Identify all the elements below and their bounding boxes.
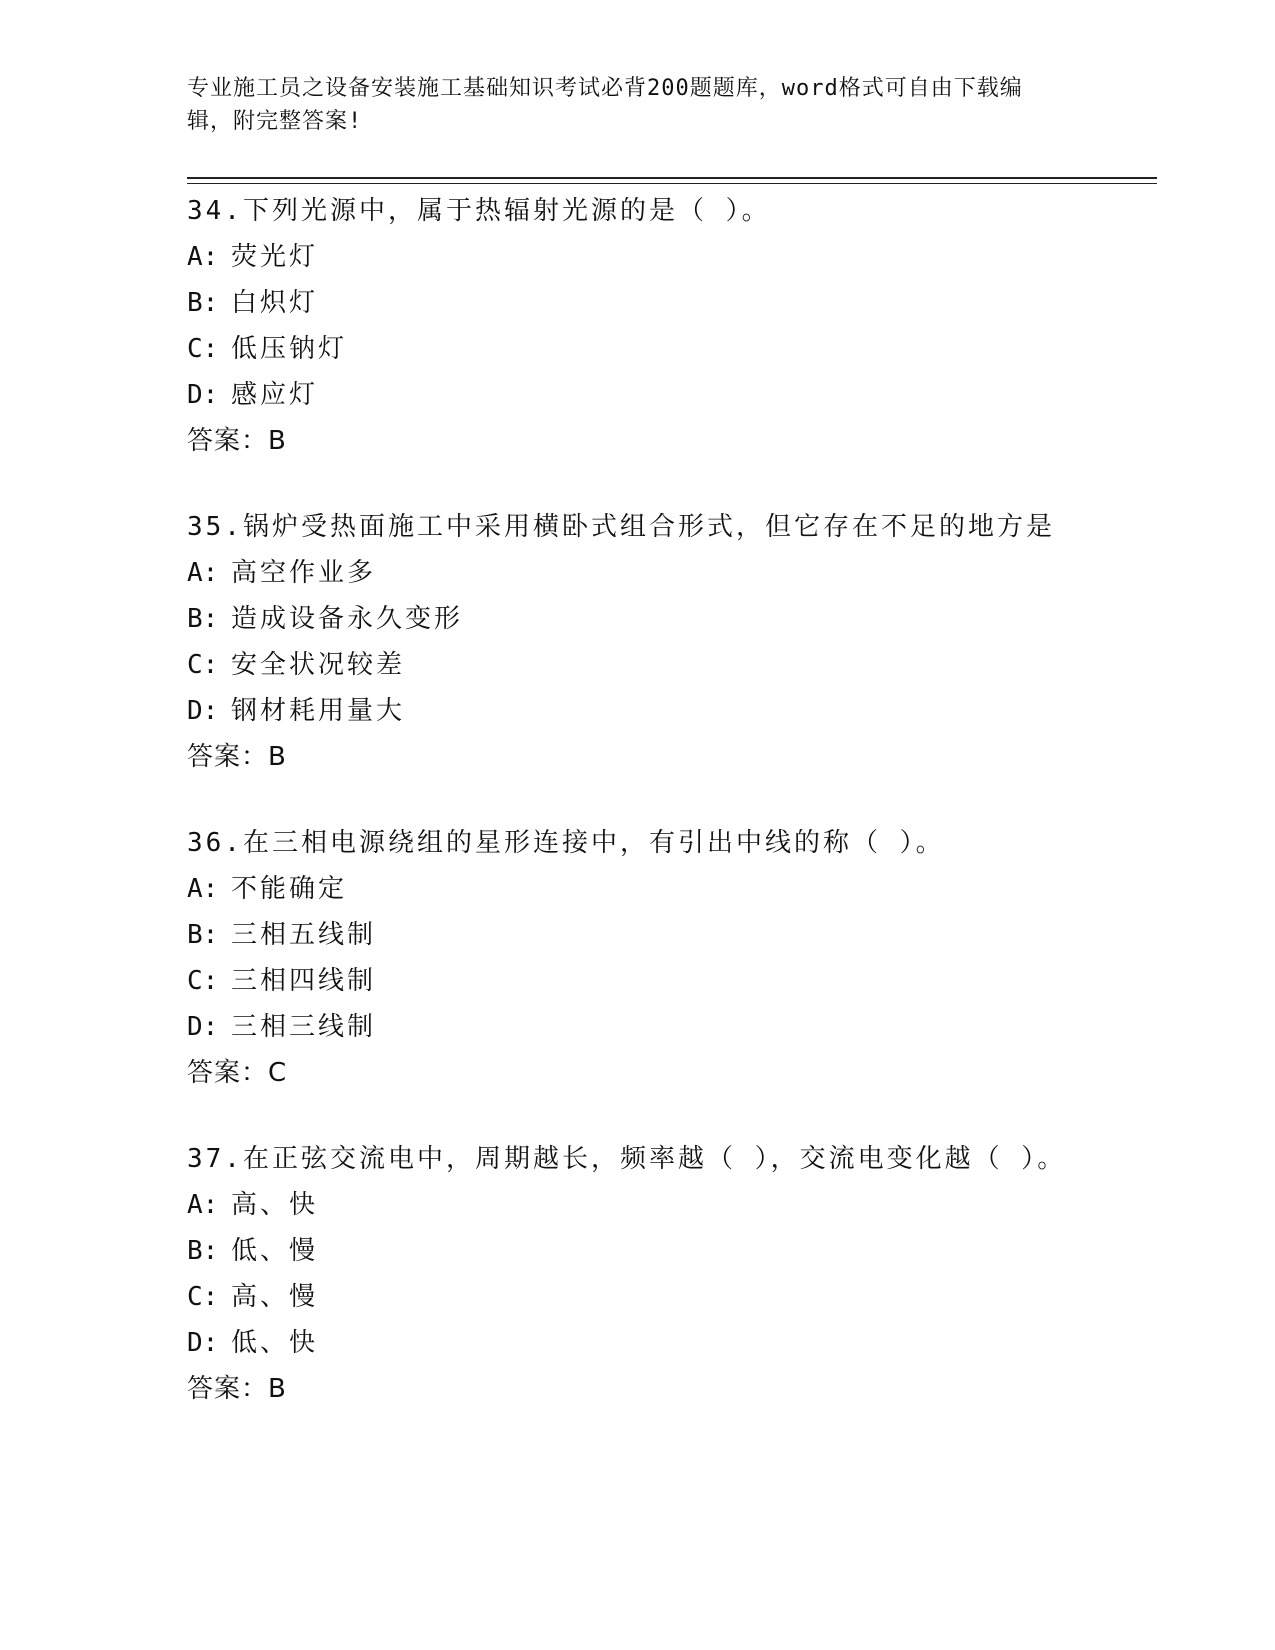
option-text: 低压钠灯 xyxy=(231,334,348,364)
option-text: 低、慢 xyxy=(231,1236,319,1266)
option-a xyxy=(187,550,1137,596)
option-letter: D: xyxy=(187,696,219,726)
question-35 xyxy=(187,504,1137,780)
option-a xyxy=(187,866,1137,912)
option-text: 高空作业多 xyxy=(231,558,377,588)
option-letter: D: xyxy=(187,380,219,410)
option-d xyxy=(187,372,1137,418)
option-text: 低、快 xyxy=(231,1328,319,1358)
option-letter: B: xyxy=(187,288,219,318)
answer: 答案：C xyxy=(187,1058,288,1088)
option-a xyxy=(187,1182,1137,1228)
answer: 答案：B xyxy=(187,426,287,456)
option-b xyxy=(187,596,1137,642)
option-b xyxy=(187,1228,1137,1274)
option-letter: D: xyxy=(187,1328,219,1358)
option-letter: A: xyxy=(187,242,219,272)
option-letter: C: xyxy=(187,1282,219,1312)
question-34 xyxy=(187,188,1137,464)
option-letter: D: xyxy=(187,1012,219,1042)
option-text: 感应灯 xyxy=(231,380,319,410)
option-c xyxy=(187,326,1137,372)
option-letter: C: xyxy=(187,966,219,996)
header-divider-thick xyxy=(187,177,1157,179)
question-36 xyxy=(187,820,1137,1096)
option-text: 荧光灯 xyxy=(231,242,319,272)
answer: 答案：B xyxy=(187,742,287,772)
option-text: 三相三线制 xyxy=(231,1012,377,1042)
option-text: 钢材耗用量大 xyxy=(231,696,406,726)
option-text: 三相四线制 xyxy=(231,966,377,996)
option-b xyxy=(187,280,1137,326)
option-a xyxy=(187,234,1137,280)
option-letter: B: xyxy=(187,604,219,634)
option-c xyxy=(187,1274,1137,1320)
option-text: 高、快 xyxy=(231,1190,319,1220)
option-letter: B: xyxy=(187,1236,219,1266)
option-text: 三相五线制 xyxy=(231,920,377,950)
option-c xyxy=(187,642,1137,688)
option-c xyxy=(187,958,1137,1004)
option-d xyxy=(187,1004,1137,1050)
option-letter: B: xyxy=(187,920,219,950)
question-37 xyxy=(187,1136,1137,1412)
question-stem: 37.在正弦交流电中，周期越长，频率越（ ），交流电变化越（ ）。 xyxy=(187,1144,1067,1174)
option-text: 白炽灯 xyxy=(231,288,319,318)
option-text: 造成设备永久变形 xyxy=(231,604,464,634)
question-stem: 36.在三相电源绕组的星形连接中，有引出中线的称（ ）。 xyxy=(187,828,945,858)
answer: 答案：B xyxy=(187,1374,287,1404)
option-letter: A: xyxy=(187,558,219,588)
option-letter: C: xyxy=(187,650,219,680)
header-divider-thin xyxy=(187,183,1157,184)
document-header: 专业施工员之设备安装施工基础知识考试必背200题题库，word格式可自由下载编辑，附完整答案! xyxy=(187,76,1023,134)
option-text: 高、慢 xyxy=(231,1282,319,1312)
question-stem: 35.锅炉受热面施工中采用横卧式组合形式，但它存在不足的地方是 xyxy=(187,512,1055,542)
option-d xyxy=(187,688,1137,734)
option-letter: C: xyxy=(187,334,219,364)
question-stem: 34.下列光源中，属于热辐射光源的是（ ）。 xyxy=(187,196,771,226)
option-text: 安全状况较差 xyxy=(231,650,406,680)
option-letter: A: xyxy=(187,1190,219,1220)
option-b xyxy=(187,912,1137,958)
option-text: 不能确定 xyxy=(231,874,348,904)
option-letter: A: xyxy=(187,874,219,904)
option-d xyxy=(187,1320,1137,1366)
